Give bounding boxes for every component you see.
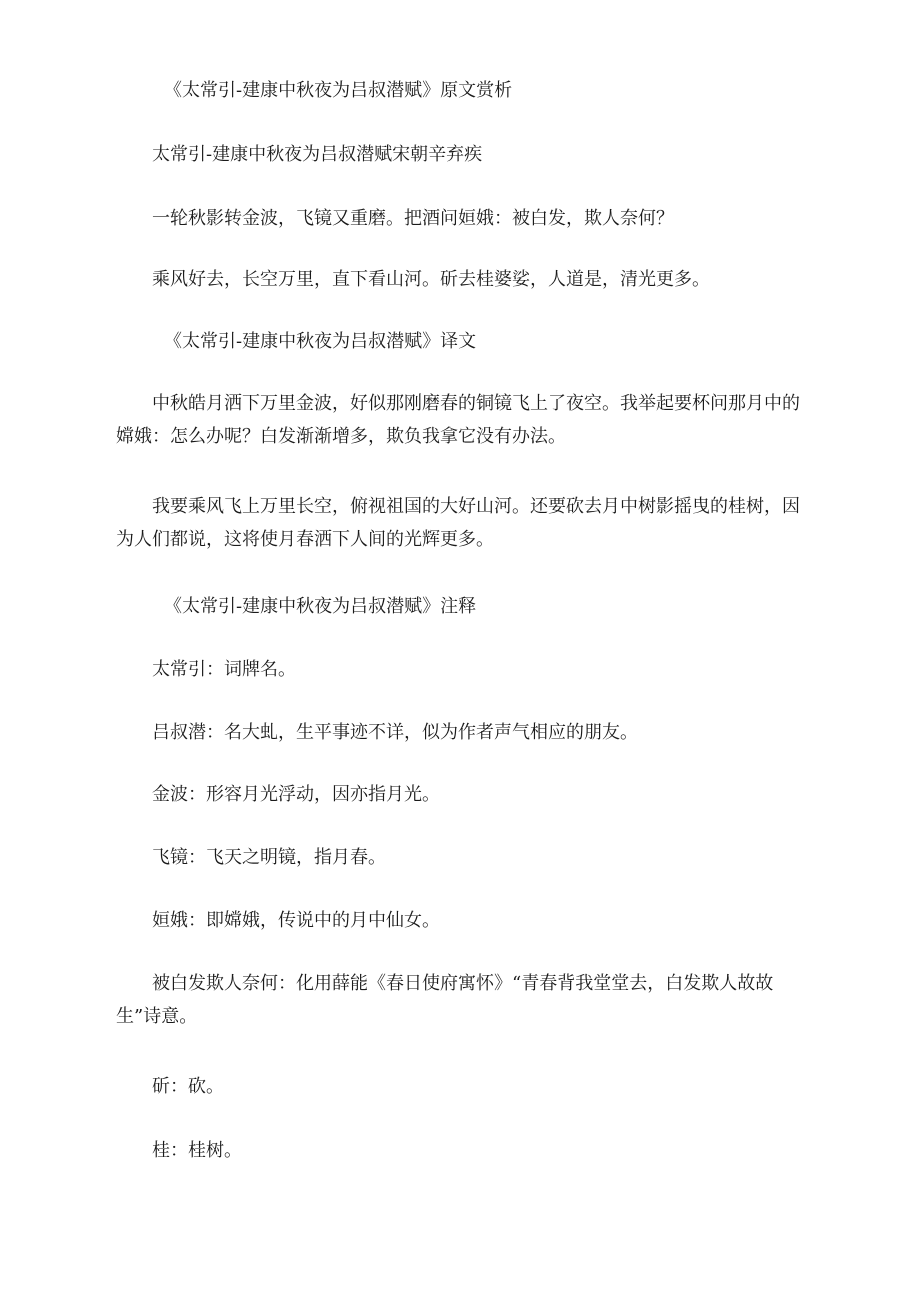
heading-translation: 《太常引-建康中秋夜为吕叔潜赋》译文	[164, 331, 477, 352]
note-item: 金波：形容月光浮动，因亦指月光。	[152, 784, 440, 805]
poem-title-line: 太常引-建康中秋夜为吕叔潜赋宋朝辛弃疾	[152, 144, 483, 165]
note-item: 桂：桂树。	[152, 1140, 242, 1161]
heading-notes: 《太常引-建康中秋夜为吕叔潜赋》注释	[164, 596, 477, 617]
note-item: 吕叔潜：名大虬，生平事迹不详，似为作者声气相应的朋友。	[152, 722, 638, 743]
translation-paragraph-1: 中秋皓月洒下万里金波，好似那刚磨春的铜镜飞上了夜空。我举起要杯问那月中的嫦娥：怎么办呢？白发渐渐增多，欺负我拿它没有办法。	[116, 393, 800, 447]
poem-line-1: 一轮秋影转金波，飞镜又重磨。把酒问姮娥：被白发，欺人奈何？	[152, 208, 674, 229]
poem-line-2: 乘风好去，长空万里，直下看山河。斫去桂婆娑，人道是，清光更多。	[152, 269, 710, 290]
note-item: 姮娥：即嫦娥，传说中的月中仙女。	[152, 910, 440, 931]
note-item: 飞镜：飞天之明镜，指月春。	[152, 847, 386, 868]
translation-paragraph-2: 我要乘风飞上万里长空，俯视祖国的大好山河。还要砍去月中树影摇曳的桂树，因为人们都说，这将使月春洒下人间的光辉更多。	[116, 496, 800, 550]
note-item: 太常引：词牌名。	[152, 659, 296, 680]
note-item: 斫：砍。	[152, 1076, 224, 1097]
note-item: 被白发欺人奈何：化用薛能《春日使府寓怀》“青春背我堂堂去，白发欺人故故生”诗意。	[116, 973, 774, 1027]
heading-appreciation: 《太常引-建康中秋夜为吕叔潜赋》原文赏析	[164, 80, 513, 101]
